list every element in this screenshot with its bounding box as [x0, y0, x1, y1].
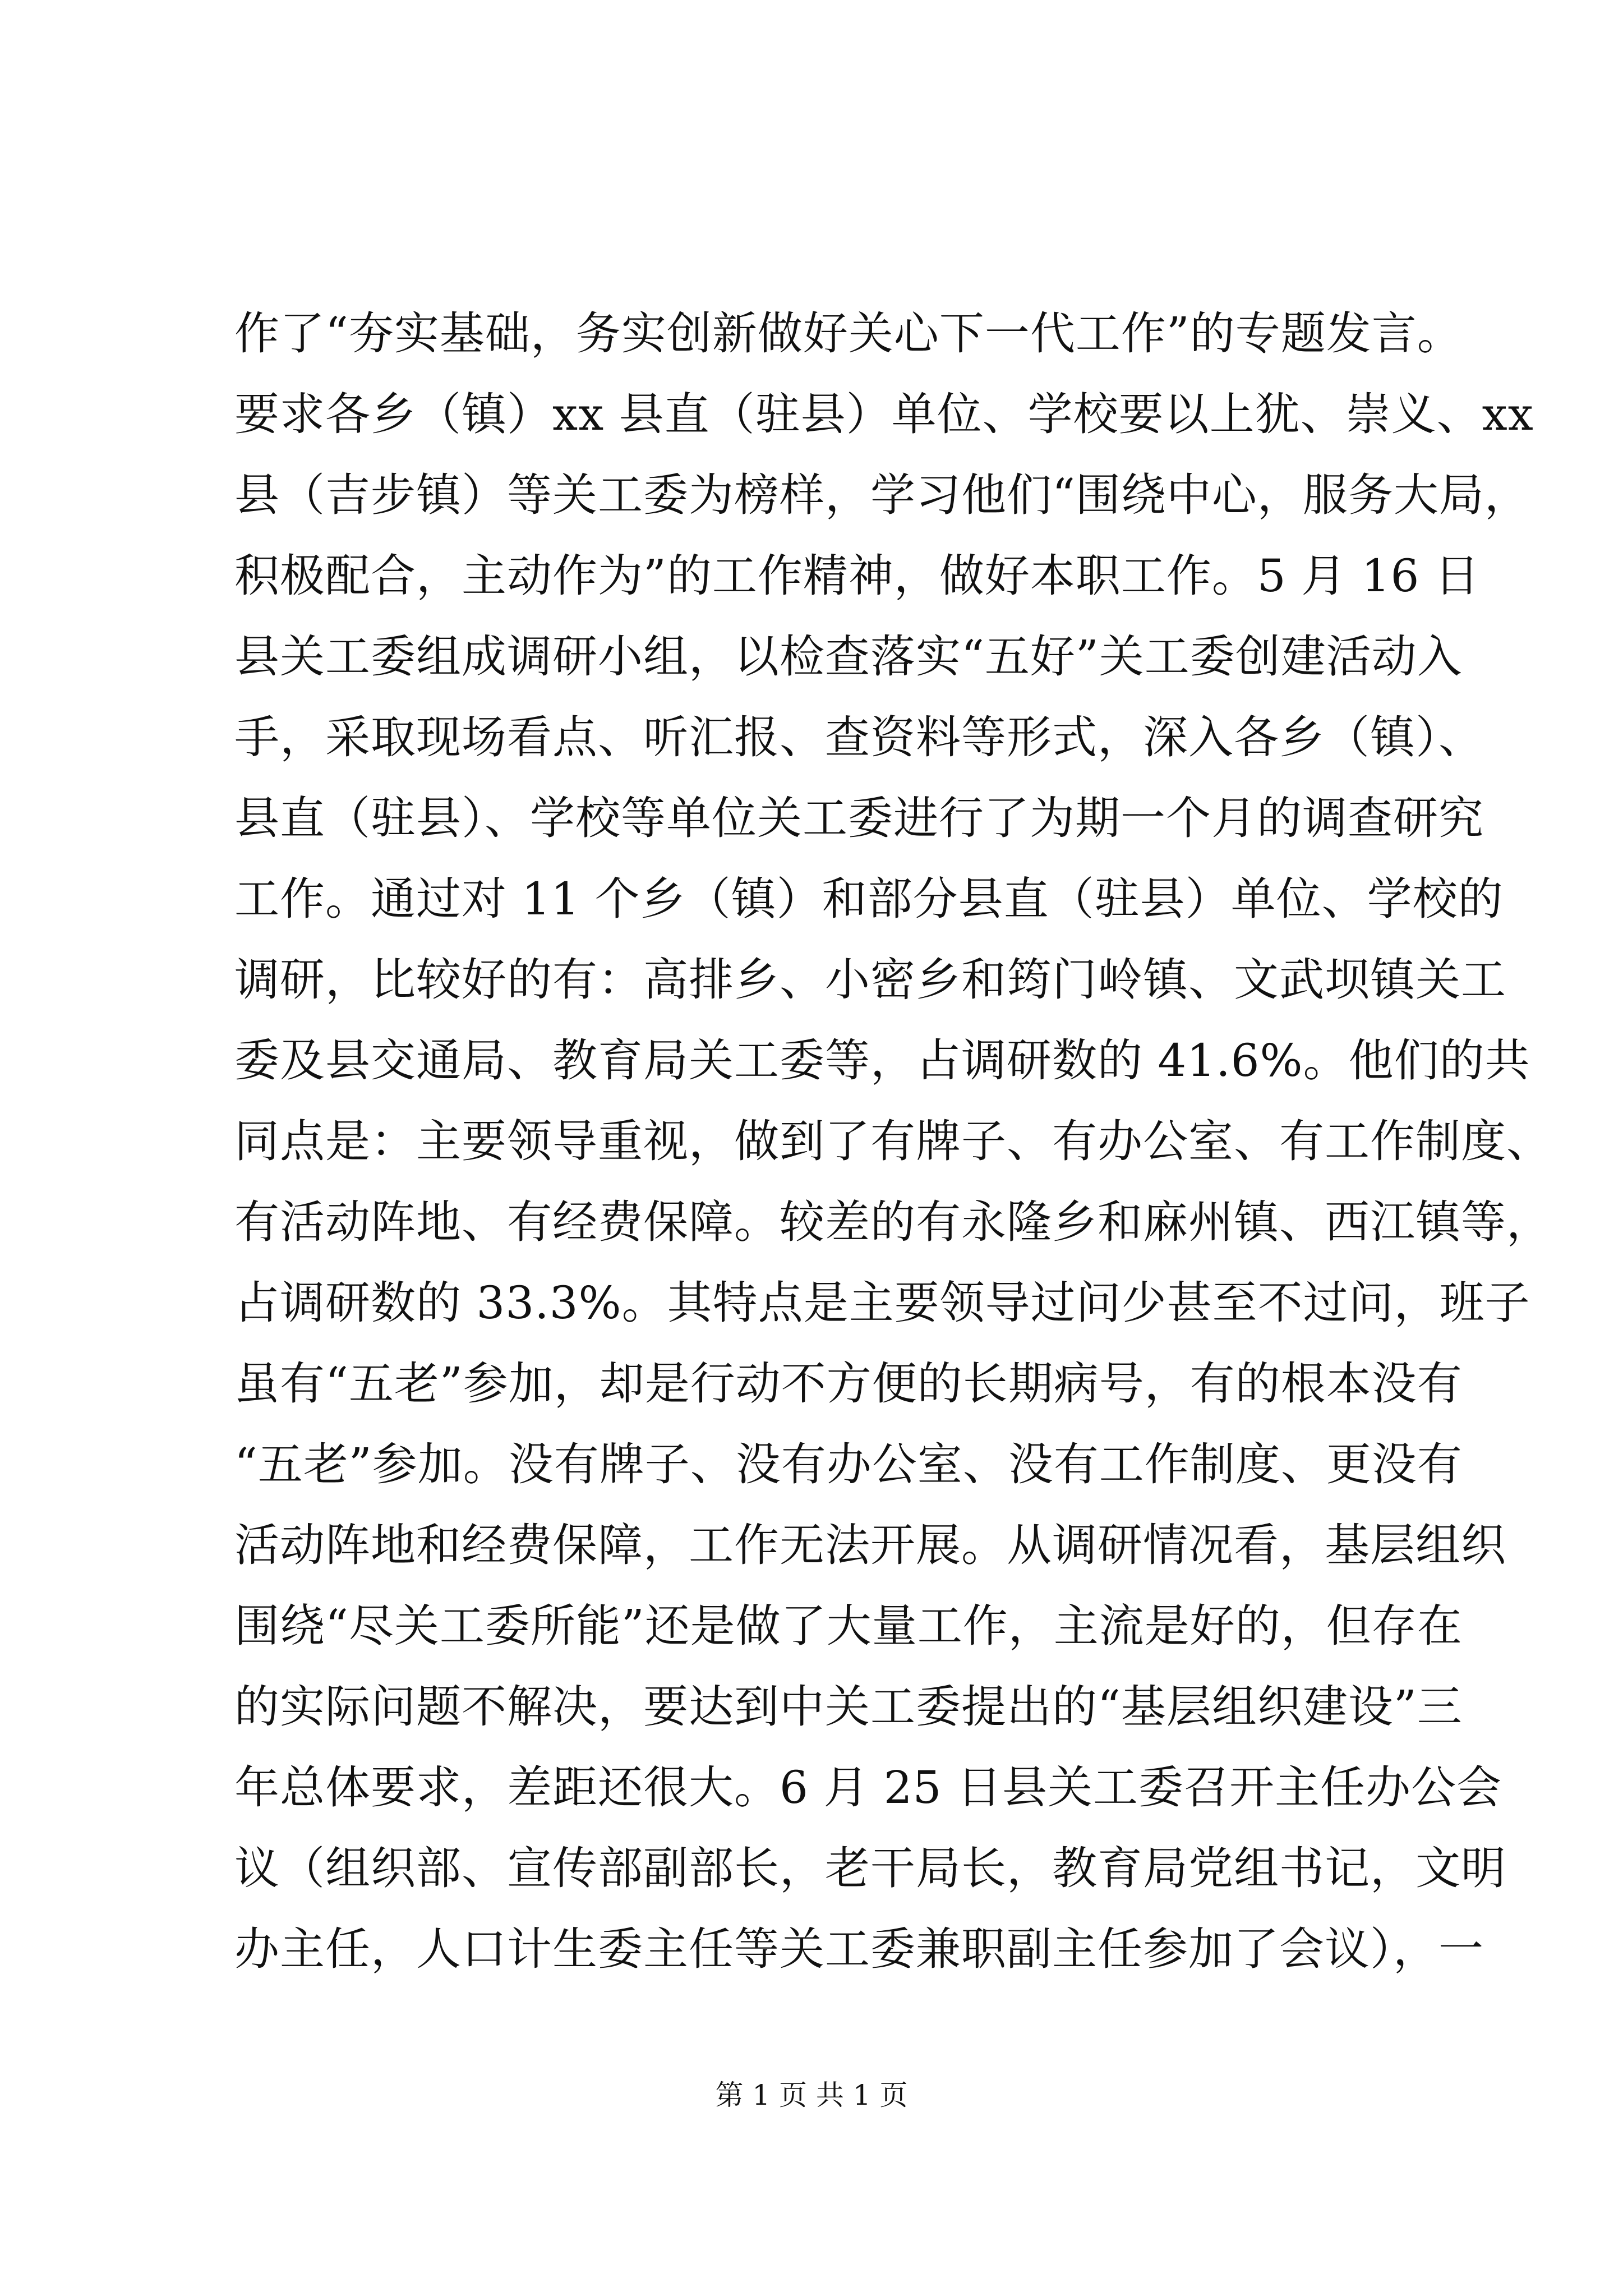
body-line-21: 办主任，人口计生委主任等关工委兼职副主任参加了会议），一 — [234, 1923, 1484, 1975]
body-line-16: 活动阵地和经费保障，工作无法开展。从调研情况看，基层组织 — [234, 1519, 1506, 1571]
body-line-11: 同点是：主要领导重视，做到了有牌子、有办公室、有工作制度、 — [234, 1115, 1552, 1167]
body-line-5: 县关工委组成调研小组，以检查落实“五好”关工委创建活动入 — [234, 631, 1463, 683]
body-line-17: 围绕“尽关工委所能”还是做了大量工作，主流是好的，但存在 — [234, 1600, 1463, 1652]
body-line-18: 的实际问题不解决，要达到中关工委提出的“基层组织建设”三 — [234, 1681, 1463, 1733]
page-number-footer: 第 1 页 共 1 页 — [715, 2079, 908, 2111]
body-line-20: 议（组织部、宣传部副部长，老干局长，教育局党组书记，文明 — [234, 1842, 1506, 1894]
body-line-6: 手，采取现场看点、听汇报、查资料等形式，深入各乡（镇）、 — [234, 711, 1484, 763]
body-line-10: 委及县交通局、教育局关工委等，占调研数的 41.6%。他们的共 — [234, 1034, 1530, 1087]
body-line-12: 有活动阵地、有经费保障。较差的有永隆乡和麻州镇、西江镇等， — [234, 1196, 1552, 1248]
body-line-14: 虽有“五老”参加，却是行动不方便的长期病号，有的根本没有 — [234, 1358, 1463, 1410]
body-line-1: 作了“夯实基础，务实创新做好关心下一代工作”的专题发言。 — [234, 307, 1463, 360]
body-line-19: 年总体要求，差距还很大。6 月 25 日县关工委召开主任办公会 — [234, 1761, 1502, 1814]
body-line-9: 调研，比较好的有：高排乡、小密乡和筠门岭镇、文武坝镇关工 — [234, 954, 1506, 1006]
body-line-4: 积极配合，主动作为”的工作精神，做好本职工作。5 月 16 日 — [234, 550, 1480, 602]
body-line-8: 工作。通过对 11 个乡（镇）和部分县直（驻县）单位、学校的 — [234, 873, 1504, 925]
body-line-2: 要求各乡（镇）xx 县直（驻县）单位、学校要以上犹、崇义、xx — [234, 388, 1534, 440]
body-line-7: 县直（驻县）、学校等单位关工委进行了为期一个月的调查研究 — [234, 792, 1484, 844]
body-line-13: 占调研数的 33.3%。其特点是主要领导过问少甚至不过问，班子 — [234, 1277, 1530, 1329]
body-line-3: 县（吉步镇）等关工委为榜样，学习他们“围绕中心，服务大局， — [234, 469, 1530, 521]
body-line-15: “五老”参加。没有牌子、没有办公室、没有工作制度、更没有 — [234, 1438, 1463, 1490]
